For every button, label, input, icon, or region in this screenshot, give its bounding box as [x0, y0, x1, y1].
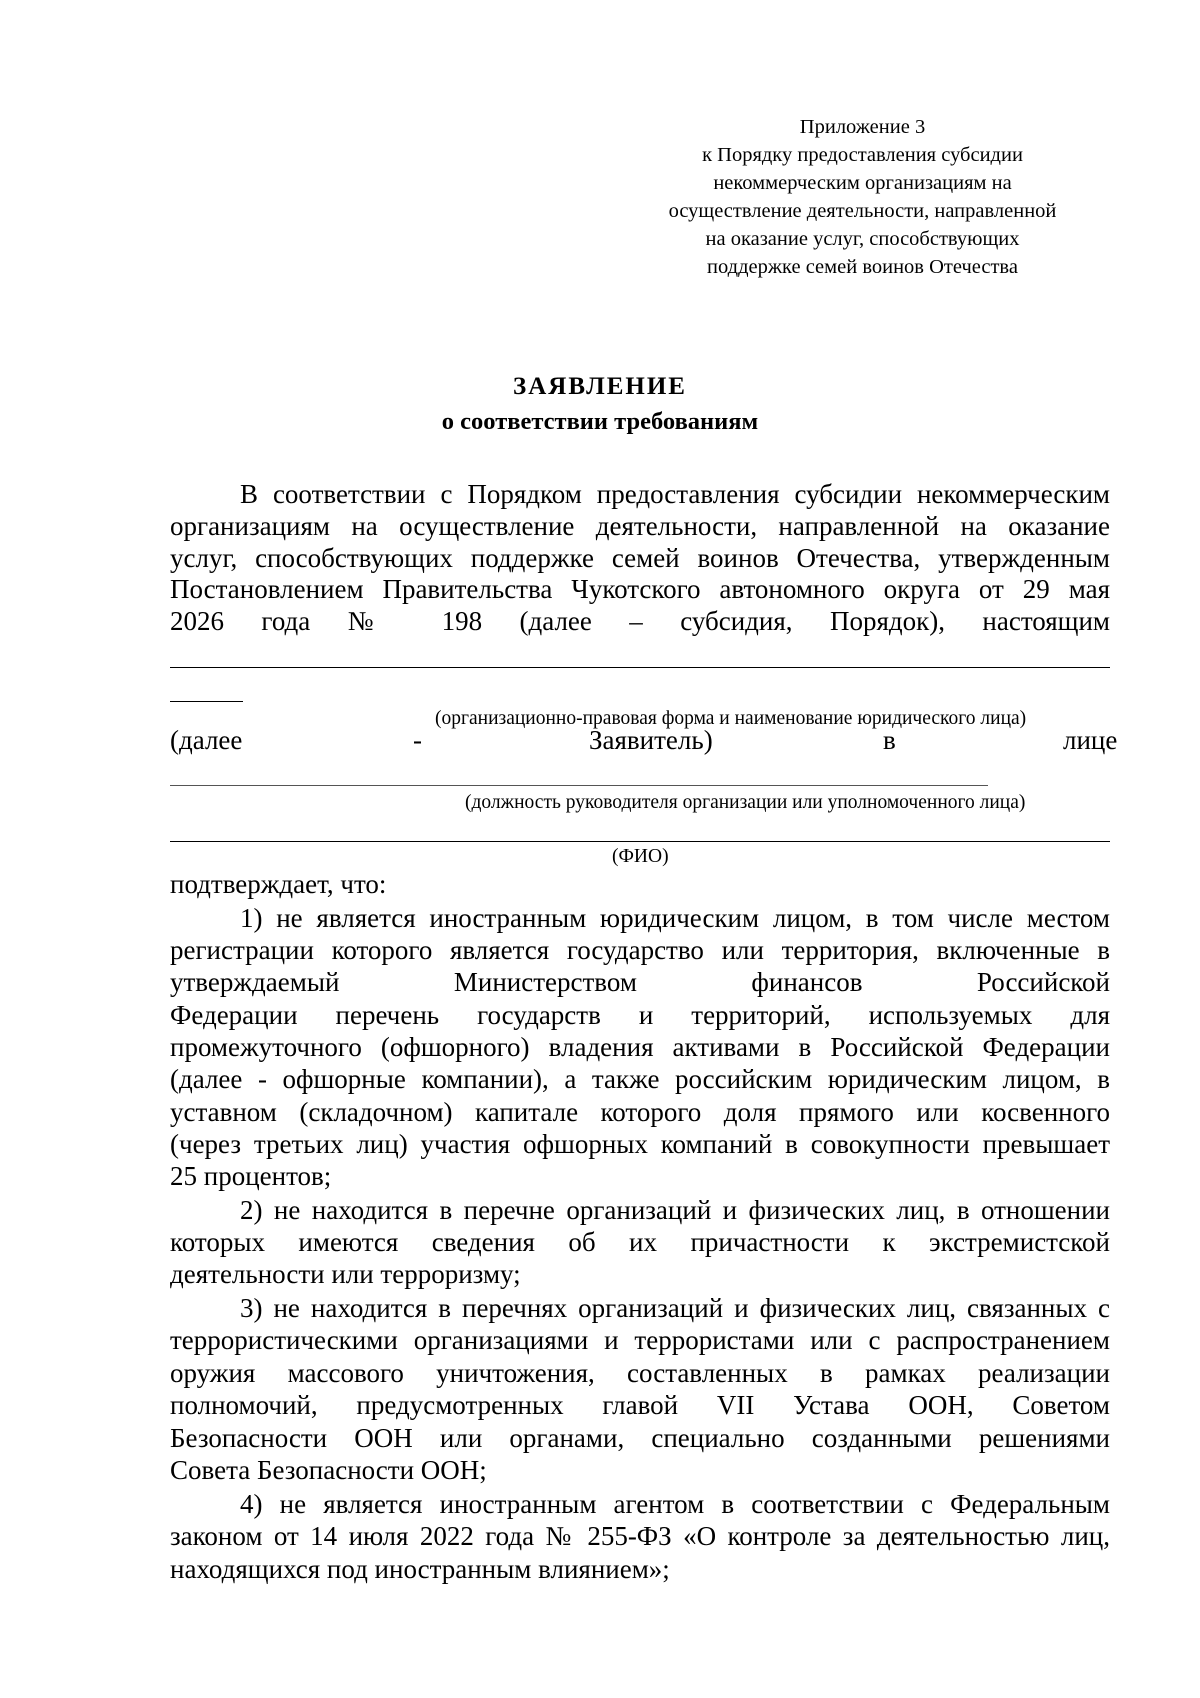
item-3-line: оружия массового уничтожения, составленных в рамках реализации	[170, 1358, 1110, 1388]
item-4-line: находящихся под иностранным влиянием»;	[170, 1554, 670, 1584]
item-3-line: полномочий, предусмотренных главой VII Устава ООН, Советом	[170, 1390, 1110, 1420]
appendix-line: Приложение 3	[799, 116, 926, 138]
item-1-line: регистрации которого является государство или территория, включенные в	[170, 935, 1110, 965]
intro-line: 2026 года № 198 (далее – субсидия, Порядок), настоящим	[170, 606, 1110, 636]
item-1-line: 25 процентов;	[170, 1161, 332, 1191]
item-1-line: промежуточного (офшорного) владения активами в Российской Федерации	[170, 1032, 1110, 1062]
item-1-line: утверждаемый Министерством финансов Российской	[170, 967, 1110, 997]
fio-caption: (ФИО)	[612, 846, 669, 867]
applicant-word: -	[413, 725, 422, 755]
confirms-text: подтверждает, что:	[170, 869, 387, 899]
item-1-line: (далее - офшорные компании), а также российским юридическим лицом, в	[170, 1064, 1110, 1094]
position-blank[interactable]	[170, 785, 988, 786]
item-3-line: Безопасности ООН или органами, специально созданными решениями	[170, 1423, 1110, 1453]
item-3-line: Совета Безопасности ООН;	[170, 1455, 487, 1485]
applicant-word: в	[883, 725, 896, 755]
item-1-line: Федерации перечень государств и территорий, используемых для	[170, 1000, 1110, 1030]
intro-line: В соответствии с Порядком предоставления субсидии некоммерческим	[240, 479, 1110, 509]
intro-line: организациям на осуществление деятельности, направленной на оказание	[170, 511, 1110, 541]
intro-line: услуг, способствующих поддержке семей воинов Отечества, утвержденным	[170, 543, 1110, 573]
item-3-line: 3) не находится в перечнях организаций и физических лиц, связанных с	[240, 1293, 1110, 1323]
appendix-line: некоммерческим организациям на	[713, 172, 1012, 194]
intro-line: Постановлением Правительства Чукотского автономного округа от 29 мая	[170, 574, 1110, 604]
appendix-line: на оказание услуг, способствующих	[705, 228, 1020, 250]
appendix-block	[655, 113, 1070, 281]
item-2-line: 2) не находится в перечне организаций и физических лиц, в отношении	[240, 1195, 1110, 1225]
item-2-line: которых имеются сведения об их причастности к экстремистской	[170, 1227, 1110, 1257]
item-1-line: 1) не является иностранным юридическим лицом, в том числе местом	[240, 903, 1110, 933]
item-4-line: 4) не является иностранным агентом в соответствии с Федеральным	[240, 1489, 1110, 1519]
applicant-word: (далее	[170, 725, 243, 755]
org-name-blank[interactable]	[170, 667, 1110, 668]
appendix-line: осуществление деятельности, направленной	[668, 200, 1057, 222]
item-2-line: деятельности или терроризму;	[170, 1259, 521, 1289]
appendix-line: поддержке семей воинов Отечества	[707, 256, 1018, 278]
position-caption: (должность руководителя организации или уполномоченного лица)	[465, 792, 1026, 813]
fio-blank[interactable]	[170, 841, 1110, 842]
document-title: ЗАЯВЛЕНИЕ	[513, 373, 687, 400]
item-1-line: (через третьих лиц) участия офшорных компаний в совокупности превышает	[170, 1129, 1110, 1159]
applicant-word: лице	[1063, 725, 1118, 755]
org-name-blank-continuation[interactable]	[170, 701, 243, 702]
item-1-line: уставном (складочном) капитале которого доля прямого или косвенного	[170, 1097, 1110, 1127]
document-subtitle: о соответствии требованиям	[441, 408, 759, 435]
item-3-line: террористическими организациями и террористами или с распространением	[170, 1325, 1110, 1355]
applicant-word: Заявитель)	[589, 725, 713, 755]
appendix-line: к Порядку предоставления субсидии	[702, 144, 1023, 166]
org-name-caption: (организационно-правовая форма и наименование юридического лица)	[435, 708, 1027, 729]
item-4-line: законом от 14 июля 2022 года № 255-ФЗ «О контроле за деятельностью лиц,	[170, 1521, 1110, 1551]
